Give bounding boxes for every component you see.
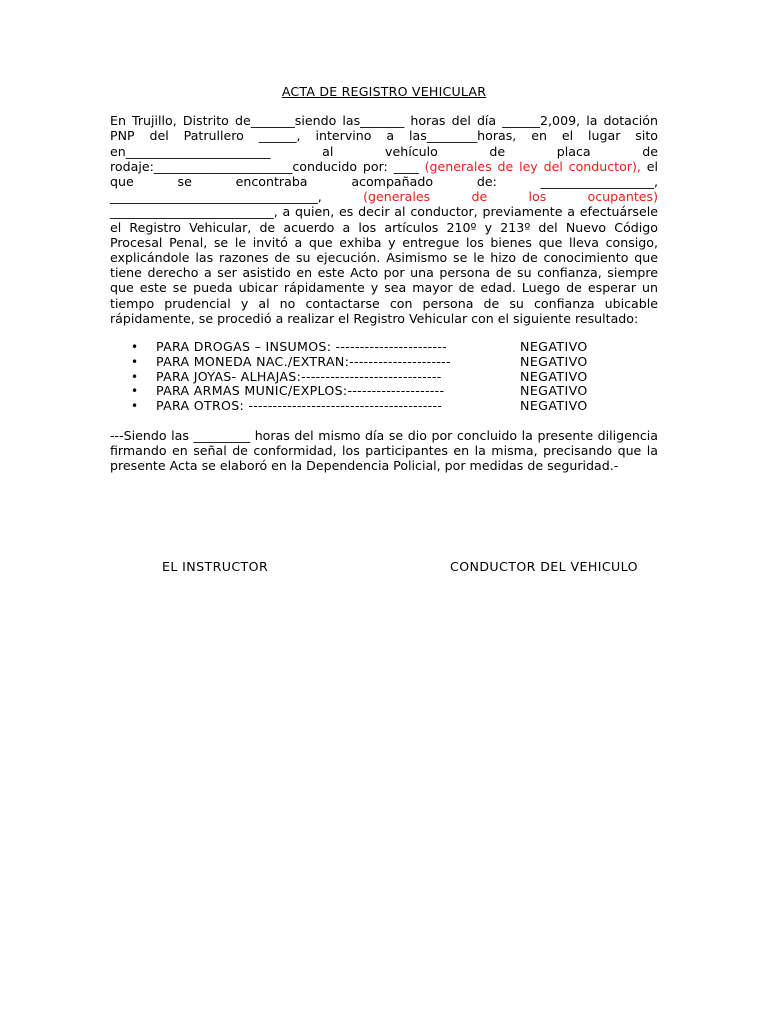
bullet-icon: • [131,354,139,369]
item-result: NEGATIVO [520,353,588,369]
intro-text-part3: __________________________, a quien, es decir al conductor, previamente a efectuársele el Registro Vehicular, de acuerdo a los artículos 210º y 213º del Nuevo Código Procesal Penal, se le invitó a que exhiba y entregue los bienes que lleva consigo, explicándole las razones de su ejecución. Asimismo se le hizo de conocimiento que tiene derecho a ser asistido en este Acto por una persona de su confianza, siempre que este se pueda ubicar rápidamente y sea mayor de edad. Luego de esperar un tiempo prudencial y al no contactarse con persona de su confianza ubicable rápidamente, se procedió a realizar el Registro Vehicular con el siguiente resultado: [110,204,658,326]
intro-paragraph [110,113,658,326]
results-list [110,340,658,414]
bullet-icon: • [131,340,139,355]
list-item [110,384,658,399]
item-result: NEGATIVO [520,383,588,399]
item-label: PARA OTROS: ---------------------------------------- [156,398,443,414]
item-result: NEGATIVO [520,368,588,384]
bullet-icon: • [131,384,139,399]
list-item [110,355,658,370]
instructor-signature-label: EL INSTRUCTOR [162,559,269,574]
item-result: NEGATIVO [520,339,588,355]
list-item [110,370,658,385]
item-label: PARA ARMAS MUNIC/EXPLOS:-------------------- [156,383,445,399]
document-title: ACTA DE REGISTRO VEHICULAR [281,84,487,99]
intro-text-part2: el que se encontraba acompañado de: __________________, _________________________________, [110,158,658,205]
item-result: NEGATIVO [520,398,588,414]
list-item [110,399,658,414]
driver-signature-label: CONDUCTOR DEL VEHICULO [450,559,638,574]
list-item [110,340,658,355]
item-label: PARA JOYAS- ALHAJAS:----------------------------- [156,368,442,384]
occupants-details-note: (generales de los ocupantes) [363,189,658,205]
item-label: PARA MONEDA NAC./EXTRAN:--------------------- [156,353,451,369]
intro-text-part1: En Trujillo, Distrito de_______siendo las_______ horas del día ______2,009, la dotación PNP del Patrullero ______, intervino a las________horas, en el lugar sito en_______________________ al vehículo de placa de rodaje:______________________conducido por: ____ [110,113,658,174]
item-label: PARA DROGAS – INSUMOS: ----------------------- [156,339,447,355]
closing-paragraph: ---Siendo las _________ horas del mismo día se dio por concluido la presente diligencia firmando en señal de conformidad, los participantes en la misma, precisando que la presente Acta se elaboró en la Dependencia Policial, por medidas de seguridad.- [110,428,658,474]
signature-block [110,559,658,575]
bullet-icon: • [131,399,139,414]
driver-details-note: (generales de ley del conductor), [424,158,641,174]
bullet-icon: • [131,369,139,384]
document-body [110,84,658,474]
